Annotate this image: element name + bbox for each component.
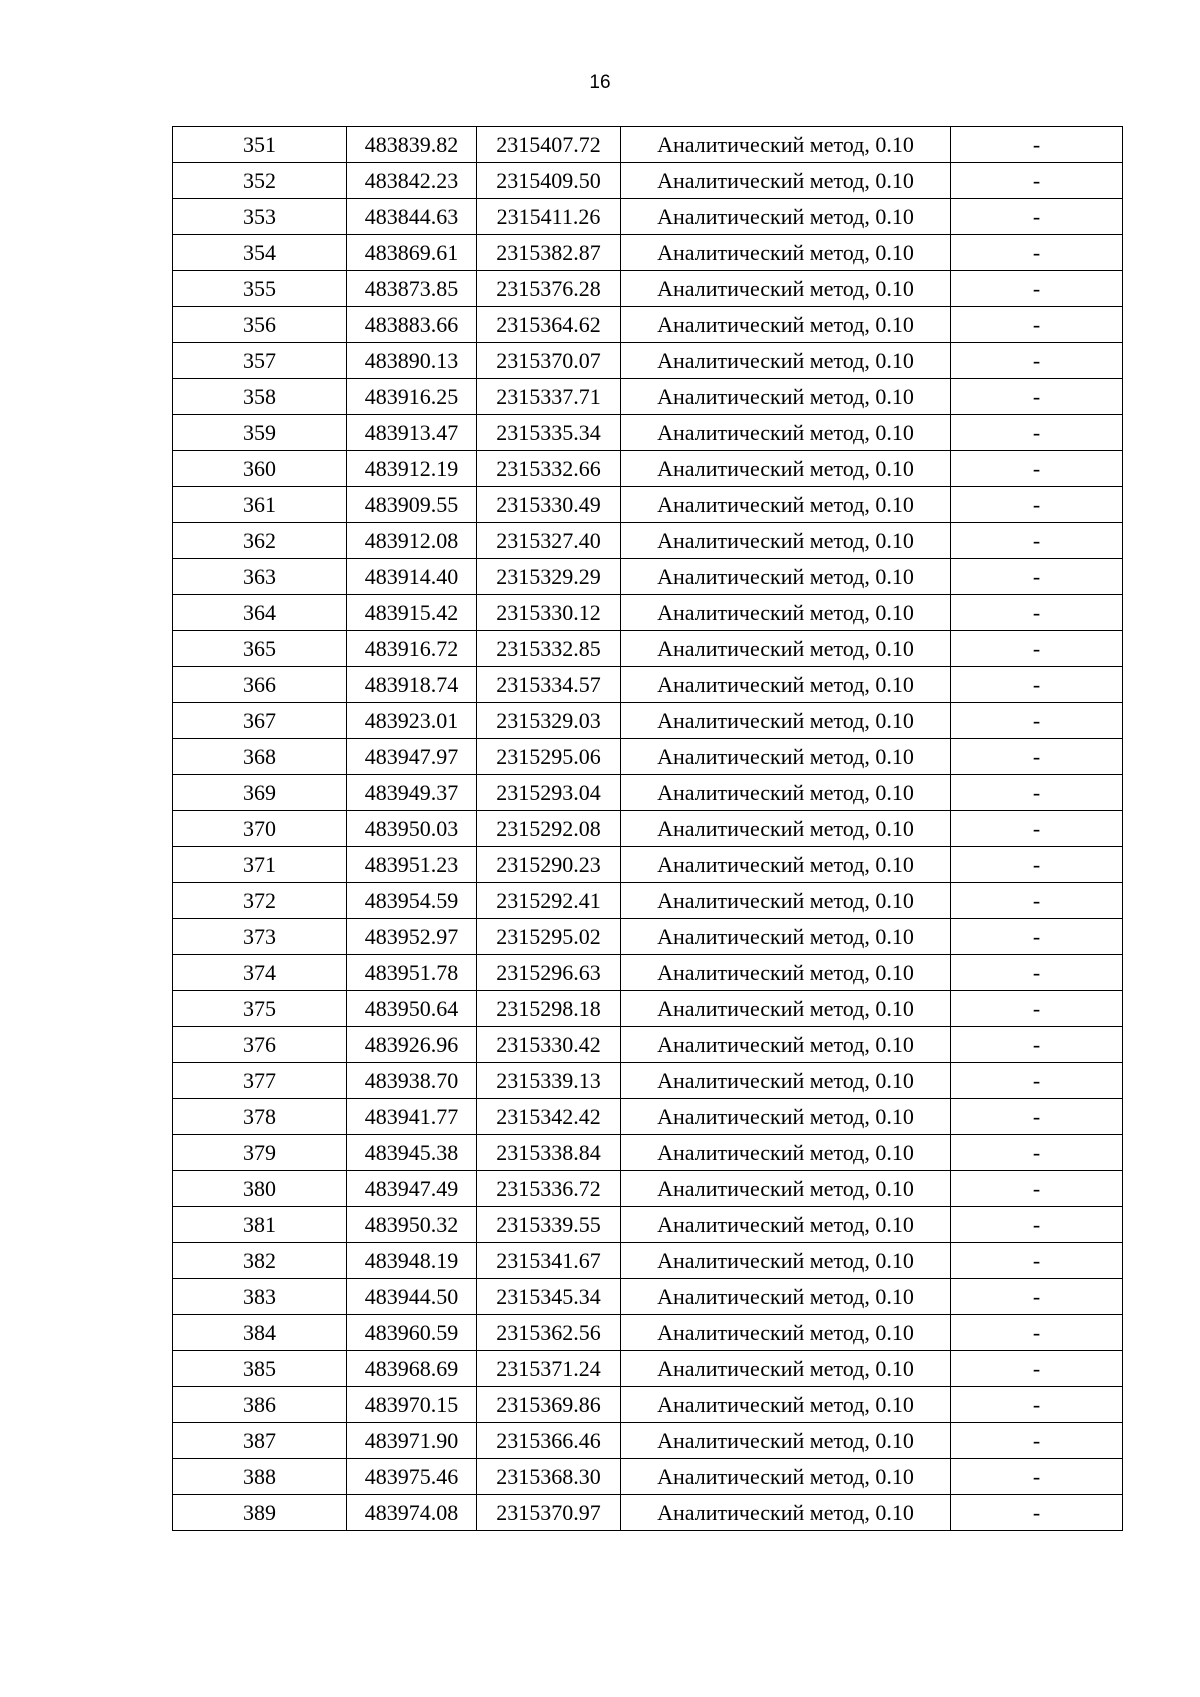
table-row [173,523,1123,559]
description-cell: - [951,1387,1123,1423]
point-number-cell: 382 [173,1243,347,1279]
point-number-cell: 351 [173,127,347,163]
y-coordinate-cell: 2315339.13 [477,1063,621,1099]
table-row [173,235,1123,271]
method-accuracy-cell: Аналитический метод, 0.10 [621,1063,951,1099]
point-number-cell: 375 [173,991,347,1027]
y-coordinate-cell: 2315330.49 [477,487,621,523]
point-number-cell: 372 [173,883,347,919]
point-number-cell: 366 [173,667,347,703]
y-coordinate-cell: 2315330.12 [477,595,621,631]
y-coordinate-cell: 2315339.55 [477,1207,621,1243]
description-cell: - [951,127,1123,163]
x-coordinate-cell: 483947.97 [347,739,477,775]
table-row [173,667,1123,703]
y-coordinate-cell: 2315292.41 [477,883,621,919]
coordinates-table [172,126,1123,1531]
y-coordinate-cell: 2315345.34 [477,1279,621,1315]
x-coordinate-cell: 483951.78 [347,955,477,991]
point-number-cell: 374 [173,955,347,991]
point-number-cell: 355 [173,271,347,307]
method-accuracy-cell: Аналитический метод, 0.10 [621,667,951,703]
method-accuracy-cell: Аналитический метод, 0.10 [621,163,951,199]
table-row [173,415,1123,451]
x-coordinate-cell: 483948.19 [347,1243,477,1279]
method-accuracy-cell: Аналитический метод, 0.10 [621,1207,951,1243]
x-coordinate-cell: 483839.82 [347,127,477,163]
description-cell: - [951,631,1123,667]
point-number-cell: 383 [173,1279,347,1315]
table-row [173,1495,1123,1531]
point-number-cell: 357 [173,343,347,379]
description-cell: - [951,163,1123,199]
x-coordinate-cell: 483941.77 [347,1099,477,1135]
point-number-cell: 376 [173,1027,347,1063]
point-number-cell: 386 [173,1387,347,1423]
table-row [173,1171,1123,1207]
table-row [173,343,1123,379]
point-number-cell: 368 [173,739,347,775]
table-row [173,1063,1123,1099]
y-coordinate-cell: 2315341.67 [477,1243,621,1279]
point-number-cell: 369 [173,775,347,811]
table-row [173,775,1123,811]
method-accuracy-cell: Аналитический метод, 0.10 [621,739,951,775]
y-coordinate-cell: 2315336.72 [477,1171,621,1207]
x-coordinate-cell: 483909.55 [347,487,477,523]
table-row [173,1459,1123,1495]
point-number-cell: 353 [173,199,347,235]
method-accuracy-cell: Аналитический метод, 0.10 [621,199,951,235]
y-coordinate-cell: 2315295.02 [477,919,621,955]
method-accuracy-cell: Аналитический метод, 0.10 [621,1315,951,1351]
description-cell: - [951,559,1123,595]
description-cell: - [951,1495,1123,1531]
y-coordinate-cell: 2315334.57 [477,667,621,703]
description-cell: - [951,991,1123,1027]
point-number-cell: 359 [173,415,347,451]
point-number-cell: 360 [173,451,347,487]
table-row [173,559,1123,595]
method-accuracy-cell: Аналитический метод, 0.10 [621,1027,951,1063]
description-cell: - [951,1279,1123,1315]
x-coordinate-cell: 483912.19 [347,451,477,487]
description-cell: - [951,235,1123,271]
table-row [173,631,1123,667]
description-cell: - [951,487,1123,523]
method-accuracy-cell: Аналитический метод, 0.10 [621,451,951,487]
point-number-cell: 370 [173,811,347,847]
y-coordinate-cell: 2315407.72 [477,127,621,163]
x-coordinate-cell: 483913.47 [347,415,477,451]
method-accuracy-cell: Аналитический метод, 0.10 [621,703,951,739]
x-coordinate-cell: 483950.03 [347,811,477,847]
point-number-cell: 371 [173,847,347,883]
x-coordinate-cell: 483912.08 [347,523,477,559]
description-cell: - [951,739,1123,775]
x-coordinate-cell: 483890.13 [347,343,477,379]
description-cell: - [951,1027,1123,1063]
x-coordinate-cell: 483950.32 [347,1207,477,1243]
method-accuracy-cell: Аналитический метод, 0.10 [621,919,951,955]
table-row [173,307,1123,343]
table-row [173,1387,1123,1423]
method-accuracy-cell: Аналитический метод, 0.10 [621,343,951,379]
y-coordinate-cell: 2315371.24 [477,1351,621,1387]
description-cell: - [951,1063,1123,1099]
point-number-cell: 356 [173,307,347,343]
method-accuracy-cell: Аналитический метод, 0.10 [621,775,951,811]
y-coordinate-cell: 2315362.56 [477,1315,621,1351]
description-cell: - [951,1315,1123,1351]
y-coordinate-cell: 2315376.28 [477,271,621,307]
y-coordinate-cell: 2315295.06 [477,739,621,775]
y-coordinate-cell: 2315293.04 [477,775,621,811]
x-coordinate-cell: 483869.61 [347,235,477,271]
x-coordinate-cell: 483923.01 [347,703,477,739]
x-coordinate-cell: 483960.59 [347,1315,477,1351]
description-cell: - [951,307,1123,343]
table-row [173,487,1123,523]
table-row [173,811,1123,847]
method-accuracy-cell: Аналитический метод, 0.10 [621,1171,951,1207]
description-cell: - [951,703,1123,739]
description-cell: - [951,667,1123,703]
point-number-cell: 377 [173,1063,347,1099]
table-row [173,163,1123,199]
description-cell: - [951,451,1123,487]
x-coordinate-cell: 483844.63 [347,199,477,235]
x-coordinate-cell: 483918.74 [347,667,477,703]
y-coordinate-cell: 2315337.71 [477,379,621,415]
table-row [173,919,1123,955]
point-number-cell: 362 [173,523,347,559]
y-coordinate-cell: 2315364.62 [477,307,621,343]
y-coordinate-cell: 2315329.03 [477,703,621,739]
description-cell: - [951,1423,1123,1459]
method-accuracy-cell: Аналитический метод, 0.10 [621,307,951,343]
description-cell: - [951,955,1123,991]
x-coordinate-cell: 483951.23 [347,847,477,883]
table-row [173,451,1123,487]
point-number-cell: 361 [173,487,347,523]
method-accuracy-cell: Аналитический метод, 0.10 [621,1351,951,1387]
table-row [173,271,1123,307]
method-accuracy-cell: Аналитический метод, 0.10 [621,595,951,631]
y-coordinate-cell: 2315382.87 [477,235,621,271]
table-row [173,199,1123,235]
x-coordinate-cell: 483915.42 [347,595,477,631]
x-coordinate-cell: 483947.49 [347,1171,477,1207]
y-coordinate-cell: 2315409.50 [477,163,621,199]
y-coordinate-cell: 2315368.30 [477,1459,621,1495]
table-row [173,883,1123,919]
y-coordinate-cell: 2315329.29 [477,559,621,595]
y-coordinate-cell: 2315332.85 [477,631,621,667]
x-coordinate-cell: 483950.64 [347,991,477,1027]
x-coordinate-cell: 483914.40 [347,559,477,595]
method-accuracy-cell: Аналитический метод, 0.10 [621,559,951,595]
x-coordinate-cell: 483971.90 [347,1423,477,1459]
x-coordinate-cell: 483842.23 [347,163,477,199]
table-row [173,955,1123,991]
method-accuracy-cell: Аналитический метод, 0.10 [621,415,951,451]
x-coordinate-cell: 483970.15 [347,1387,477,1423]
y-coordinate-cell: 2315411.26 [477,199,621,235]
description-cell: - [951,1171,1123,1207]
point-number-cell: 373 [173,919,347,955]
method-accuracy-cell: Аналитический метод, 0.10 [621,1423,951,1459]
point-number-cell: 354 [173,235,347,271]
description-cell: - [951,379,1123,415]
method-accuracy-cell: Аналитический метод, 0.10 [621,847,951,883]
point-number-cell: 381 [173,1207,347,1243]
point-number-cell: 388 [173,1459,347,1495]
coordinates-table-body [173,127,1123,1531]
description-cell: - [951,1099,1123,1135]
x-coordinate-cell: 483945.38 [347,1135,477,1171]
description-cell: - [951,415,1123,451]
description-cell: - [951,343,1123,379]
point-number-cell: 358 [173,379,347,415]
table-row [173,991,1123,1027]
description-cell: - [951,1243,1123,1279]
point-number-cell: 364 [173,595,347,631]
x-coordinate-cell: 483916.72 [347,631,477,667]
point-number-cell: 367 [173,703,347,739]
description-cell: - [951,595,1123,631]
description-cell: - [951,919,1123,955]
table-row [173,1027,1123,1063]
x-coordinate-cell: 483926.96 [347,1027,477,1063]
table-row [173,1315,1123,1351]
method-accuracy-cell: Аналитический метод, 0.10 [621,127,951,163]
method-accuracy-cell: Аналитический метод, 0.10 [621,631,951,667]
x-coordinate-cell: 483968.69 [347,1351,477,1387]
method-accuracy-cell: Аналитический метод, 0.10 [621,1135,951,1171]
y-coordinate-cell: 2315369.86 [477,1387,621,1423]
method-accuracy-cell: Аналитический метод, 0.10 [621,1279,951,1315]
x-coordinate-cell: 483873.85 [347,271,477,307]
description-cell: - [951,1207,1123,1243]
x-coordinate-cell: 483944.50 [347,1279,477,1315]
x-coordinate-cell: 483883.66 [347,307,477,343]
point-number-cell: 380 [173,1171,347,1207]
table-row [173,1351,1123,1387]
x-coordinate-cell: 483954.59 [347,883,477,919]
method-accuracy-cell: Аналитический метод, 0.10 [621,883,951,919]
method-accuracy-cell: Аналитический метод, 0.10 [621,1099,951,1135]
y-coordinate-cell: 2315290.23 [477,847,621,883]
y-coordinate-cell: 2315342.42 [477,1099,621,1135]
y-coordinate-cell: 2315366.46 [477,1423,621,1459]
point-number-cell: 365 [173,631,347,667]
point-number-cell: 363 [173,559,347,595]
table-row [173,595,1123,631]
description-cell: - [951,1459,1123,1495]
description-cell: - [951,1135,1123,1171]
table-row [173,1207,1123,1243]
point-number-cell: 385 [173,1351,347,1387]
description-cell: - [951,775,1123,811]
method-accuracy-cell: Аналитический метод, 0.10 [621,1243,951,1279]
page-number: 16 [589,72,611,93]
table-row [173,1279,1123,1315]
method-accuracy-cell: Аналитический метод, 0.10 [621,487,951,523]
x-coordinate-cell: 483975.46 [347,1459,477,1495]
table-row [173,847,1123,883]
y-coordinate-cell: 2315338.84 [477,1135,621,1171]
method-accuracy-cell: Аналитический метод, 0.10 [621,235,951,271]
method-accuracy-cell: Аналитический метод, 0.10 [621,991,951,1027]
point-number-cell: 378 [173,1099,347,1135]
method-accuracy-cell: Аналитический метод, 0.10 [621,523,951,559]
method-accuracy-cell: Аналитический метод, 0.10 [621,1387,951,1423]
table-row [173,739,1123,775]
method-accuracy-cell: Аналитический метод, 0.10 [621,811,951,847]
point-number-cell: 389 [173,1495,347,1531]
x-coordinate-cell: 483938.70 [347,1063,477,1099]
y-coordinate-cell: 2315327.40 [477,523,621,559]
y-coordinate-cell: 2315296.63 [477,955,621,991]
description-cell: - [951,1351,1123,1387]
x-coordinate-cell: 483974.08 [347,1495,477,1531]
y-coordinate-cell: 2315370.97 [477,1495,621,1531]
point-number-cell: 384 [173,1315,347,1351]
description-cell: - [951,523,1123,559]
description-cell: - [951,199,1123,235]
method-accuracy-cell: Аналитический метод, 0.10 [621,271,951,307]
y-coordinate-cell: 2315332.66 [477,451,621,487]
x-coordinate-cell: 483949.37 [347,775,477,811]
table-row [173,1243,1123,1279]
y-coordinate-cell: 2315298.18 [477,991,621,1027]
method-accuracy-cell: Аналитический метод, 0.10 [621,1459,951,1495]
point-number-cell: 352 [173,163,347,199]
description-cell: - [951,883,1123,919]
table-row [173,379,1123,415]
point-number-cell: 387 [173,1423,347,1459]
table-row [173,1135,1123,1171]
table-row [173,1099,1123,1135]
table-row [173,703,1123,739]
y-coordinate-cell: 2315292.08 [477,811,621,847]
x-coordinate-cell: 483916.25 [347,379,477,415]
table-row [173,1423,1123,1459]
table-row [173,127,1123,163]
method-accuracy-cell: Аналитический метод, 0.10 [621,955,951,991]
method-accuracy-cell: Аналитический метод, 0.10 [621,1495,951,1531]
method-accuracy-cell: Аналитический метод, 0.10 [621,379,951,415]
point-number-cell: 379 [173,1135,347,1171]
x-coordinate-cell: 483952.97 [347,919,477,955]
description-cell: - [951,847,1123,883]
description-cell: - [951,811,1123,847]
description-cell: - [951,271,1123,307]
y-coordinate-cell: 2315335.34 [477,415,621,451]
y-coordinate-cell: 2315370.07 [477,343,621,379]
y-coordinate-cell: 2315330.42 [477,1027,621,1063]
